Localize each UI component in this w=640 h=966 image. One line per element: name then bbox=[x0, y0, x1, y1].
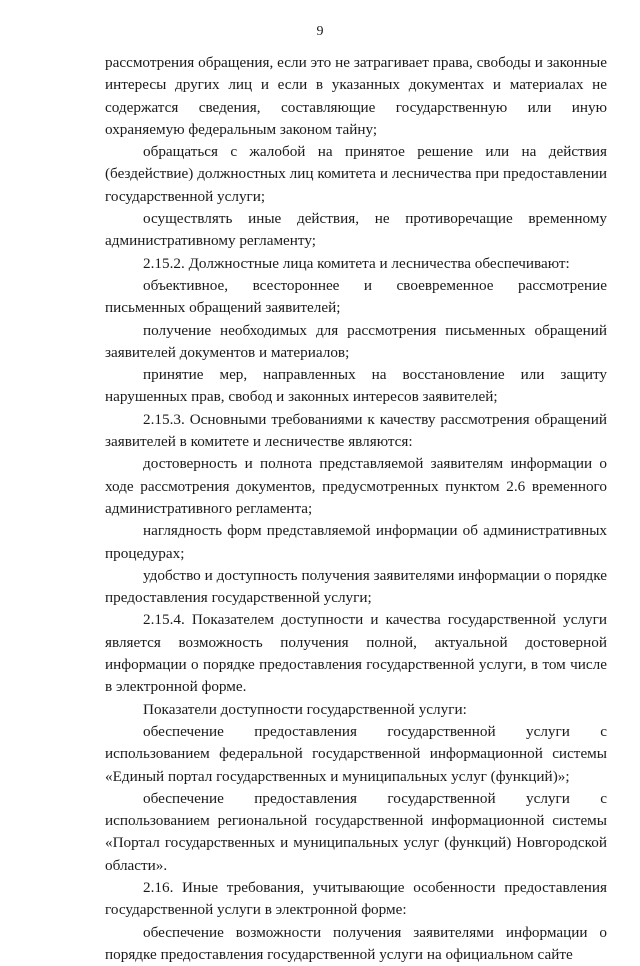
paragraph: обеспечение предоставления государственной услуги с использованием федеральной государственной информационной системы «Единый портал государственных и муниципальных услуг (функций)»; bbox=[105, 722, 607, 785]
paragraph: удобство и доступность получения заявителями информации о порядке предоставления государственной услуги; bbox=[105, 566, 607, 607]
paragraph: достоверность и полнота представляемой заявителям информации о ходе рассмотрения документов, предусмотренных пунктом 2.6 временного административного регламента; bbox=[105, 455, 607, 517]
page-number: 9 bbox=[316, 24, 324, 39]
paragraph: осуществлять иные действия, не противоречащие временному административному регламенту; bbox=[105, 210, 607, 250]
paragraph: наглядность форм представляемой информации об административных процедурах; bbox=[105, 522, 607, 562]
paragraph: Показатели доступности государственной услуги: bbox=[143, 700, 467, 718]
document-body bbox=[105, 52, 607, 966]
section-heading-paragraph: 2.15.4. Показателем доступности и качества государственной услуги является возможность получения полной, актуальной достоверной информации о порядке предоставления государственной услуги, в том числе в электронной форме. bbox=[105, 611, 607, 696]
paragraph: принятие мер, направленных на восстановление или защиту нарушенных прав, свобод и законных интересов заявителей; bbox=[105, 366, 607, 406]
section-heading-paragraph: 2.16. Иные требования, учитывающие особенности предоставления государственной услуги в электронной форме: bbox=[105, 878, 607, 919]
section-heading-paragraph: 2.15.3. Основными требованиями к качеству рассмотрения обращений заявителей в комитете и лесничестве являются: bbox=[105, 410, 607, 451]
paragraph: объективное, всестороннее и своевременное рассмотрение письменных обращений заявителей; bbox=[105, 276, 607, 317]
paragraph: рассмотрения обращения, если это не затрагивает права, свободы и законные интересы других лиц и если в указанных документах и материалах не содержатся сведения, составляющие государственную или иную охраняемую федеральным законом тайну; bbox=[105, 54, 607, 138]
paragraph: обращаться с жалобой на принятое решение или на действия (бездействие) должностных лиц комитета и лесничества при предоставлении государственной услуги; bbox=[105, 143, 607, 205]
paragraph: обеспечение возможности получения заявителями информации о порядке предоставления государственной услуги на официальном сайте bbox=[105, 923, 607, 963]
paragraph: обеспечение предоставления государственной услуги с использованием региональной государственной информационной системы «Портал государственных и муниципальных услуг (функций) Новгородской области». bbox=[105, 789, 607, 874]
section-heading-paragraph: 2.15.2. Должностные лица комитета и лесничества обеспечивают: bbox=[143, 254, 570, 272]
paragraph: получение необходимых для рассмотрения письменных обращений заявителей документов и материалов; bbox=[105, 321, 607, 361]
